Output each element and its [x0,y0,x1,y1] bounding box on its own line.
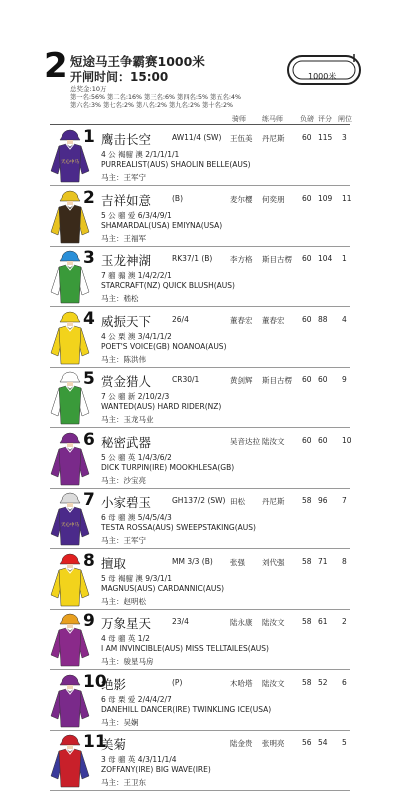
horse-trainer: 董春宏 [262,315,285,325]
horse-rating: MM 3/3 (B) [172,556,213,566]
track-distance-label: 1000米 [308,72,337,81]
horse-draw: 7 [342,496,347,505]
horse-rating: (B) [172,193,183,203]
horse-name: 玉龙神湖 [101,253,152,268]
horse-info: 4 母 骝 英 1/2 [101,634,150,643]
col-weight: 负磅 [300,115,314,123]
horse-owner: 马主：骏星马房 [101,657,154,666]
horse-owner: 马主：陈洪伟 [101,354,146,364]
horse-row [0,308,400,368]
row-divider [50,790,350,791]
horse-owner: 马主：赵明松 [101,596,146,606]
horse-score: 104 [318,254,333,263]
horse-row [0,610,400,670]
horse-draw: 4 [342,314,347,324]
prize-distribution-1: 第一名:56% 第二名:16% 第三名:6% 第四名:5% 第五名:4% [70,94,242,101]
horse-pedigree: DICK TURPIN(IRE) MOOKHLESA(GB) [101,462,235,472]
horse-info: 6 母 骝 澳 5/4/5/4/3 [101,513,172,522]
horse-weight: 60 [302,435,312,445]
horse-info: 7 骝 骟 澳 1/4/2/2/1 [101,271,172,280]
horse-jockey: 王伍美 [230,134,253,143]
horse-score: 88 [318,314,328,324]
horse-owner: 马主：王福军 [101,233,146,243]
horse-weight: 60 [302,193,312,203]
horse-info: 3 母 骝 英 4/3/11/1/4 [101,755,177,764]
horse-name: 小家碧玉 [101,495,152,510]
horse-weight: 60 [302,254,312,263]
horse-rating: AW11/4 (SW) [172,133,222,142]
horse-pedigree: ZOFFANY(IRE) BIG WAVE(IRE) [101,765,211,774]
horse-weight: 58 [302,617,312,626]
horse-jockey: 董春宏 [230,315,253,325]
horse-row [0,429,400,489]
horse-jockey: 麦尔樱 [230,194,253,204]
horse-trainer: 张明亮 [262,739,285,748]
horse-info: 4 公 褐骝 澳 2/1/1/1/1 [101,150,180,159]
horse-name: 赏金猎人 [101,374,152,389]
horse-no: 10 [83,671,107,692]
horse-pedigree: SHAMARDAL(USA) EMIYNA(USA) [101,220,223,230]
horse-pedigree: WANTED(AUS) HARD RIDER(NZ) [101,402,222,411]
horse-jockey: 张强 [230,557,245,567]
horse-owner: 马主：玉龙马业 [101,415,154,424]
horse-no: 4 [83,308,95,329]
horse-pedigree: I AM INVINCIBLE(AUS) MISS TELLTAILES(AUS) [101,644,269,653]
col-jockey: 骑师 [232,115,246,123]
horse-weight: 58 [302,496,312,505]
horse-trainer: 陆汝文 [262,436,285,446]
horse-row [0,247,400,307]
horse-weight: 60 [302,133,312,142]
horse-trainer: 斯目古楞 [262,255,292,264]
horse-draw: 11 [342,193,352,203]
horse-score: 60 [318,375,328,384]
horse-score: 115 [318,133,333,142]
horse-owner: 马主：王军宁 [101,536,146,545]
horse-jockey: 李方格 [230,255,253,264]
horse-score: 54 [318,738,328,747]
horse-row [0,489,400,549]
horse-row [0,671,400,731]
horse-info: 5 公 骝 爱 6/3/4/9/1 [101,210,172,220]
horse-owner: 马主：王卫东 [101,778,146,787]
horse-no: 8 [83,550,95,571]
horse-no: 9 [83,611,95,631]
horse-weight: 60 [302,375,312,384]
horse-row [0,731,400,791]
horse-row [0,368,400,428]
horse-draw: 9 [342,375,347,384]
horse-pedigree: DANEHILL DANCER(IRE) TWINKLING ICE(USA) [101,704,272,714]
race-title: 短途马王争霸赛1000米 [70,54,205,69]
horse-name: 吉祥如意 [101,192,152,208]
horse-weight: 58 [302,556,312,566]
horse-draw: 6 [342,677,347,687]
horse-score: 96 [318,496,328,505]
col-trainer: 练马师 [262,115,283,123]
horse-score: 61 [318,617,328,626]
horse-name: 秘密武器 [101,434,152,450]
horse-weight: 60 [302,314,312,324]
horse-draw: 5 [342,738,347,747]
horse-name: 鹰击长空 [101,132,152,147]
prize-distribution-2: 第六名:3% 第七名:2% 第八名:2% 第九名:2% 第十名:2% [70,102,234,109]
horse-name: 擅取 [101,555,127,571]
horse-owner: 马主：王军宁 [101,173,146,182]
horse-pedigree: MAGNUS(AUS) CARDANNIC(AUS) [101,583,225,593]
silk-logo-text: 天心中马 [61,160,79,165]
horse-draw: 1 [342,254,347,263]
horse-rating: RK37/1 (B) [172,254,213,263]
horse-trainer: 丹尼斯 [262,497,285,506]
horse-owner: 马主：吴娴 [101,717,139,727]
horse-name: 威振天下 [101,313,152,329]
horse-trainer: 陆汝文 [262,678,285,688]
horse-trainer: 丹尼斯 [262,134,285,143]
horse-info: 6 母 栗 爱 2/4/4/2/7 [101,694,172,704]
horse-draw: 10 [342,435,352,445]
horse-name: 美菊 [101,737,127,752]
horse-no: 3 [83,248,95,268]
horse-jockey: 黄剑辉 [230,376,253,385]
horse-pedigree: PURREALIST(AUS) SHAOLIN BELLE(AUS) [101,160,251,169]
horse-rating: CR30/1 [172,375,200,384]
silk-logo-text: 天心中马 [61,523,79,528]
total-prize: 总奖金:10万 [70,85,107,93]
horse-rating: 23/4 [172,617,189,626]
horse-score: 109 [318,193,333,203]
horse-jockey: 木哈塔 [230,678,253,688]
horse-score: 52 [318,677,328,687]
horse-trainer: 刘代强 [262,557,285,567]
horse-info: 4 公 栗 澳 3/4/1/1/2 [101,331,172,341]
horse-trainer: 何奕朋 [262,194,285,204]
horse-pedigree: POET'S VOICE(GB) NOANOA(AUS) [101,341,227,351]
horse-weight: 56 [302,738,312,747]
horse-weight: 58 [302,677,312,687]
horse-no: 2 [83,187,95,208]
horse-jockey: 陆永康 [230,618,253,627]
horse-row [0,126,400,186]
horse-no: 7 [83,490,95,510]
horse-trainer: 斯目古楞 [262,376,292,385]
race-number: 2 [44,46,68,86]
horse-jockey: 吴音达拉 [230,436,260,446]
horse-rating: (P) [172,677,183,687]
col-score: 评分 [318,115,332,123]
horse-no: 1 [83,127,95,147]
horse-info: 5 公 骝 英 1/4/3/6/2 [101,452,172,462]
horse-trainer: 陆汝文 [262,618,285,627]
gate-time: 开闸时间：15:00 [70,70,169,84]
horse-draw: 3 [342,133,347,142]
horse-no: 11 [83,732,107,752]
horse-no: 5 [83,369,95,389]
horse-draw: 2 [342,617,347,626]
horse-pedigree: TESTA ROSSA(AUS) SWEEPSTAKING(AUS) [101,523,256,532]
horse-name: 万象星天 [101,616,152,631]
horse-score: 71 [318,556,328,566]
horse-owner: 马主：沙宝亮 [101,475,146,485]
horse-info: 5 母 褐骝 澳 9/3/1/1 [101,573,172,583]
header-divider [50,124,350,125]
track-diagram-icon [282,50,366,90]
horse-row [0,550,400,610]
horse-owner: 马主：嵇松 [101,294,139,303]
horse-jockey: 田松 [230,497,245,506]
horse-jockey: 陆金贵 [230,739,253,748]
horse-pedigree: STARCRAFT(NZ) QUICK BLUSH(AUS) [101,281,235,290]
horse-rating: GH137/2 (SW) [172,496,226,505]
horse-name: 绝影 [101,676,127,692]
horse-rating: 26/4 [172,314,189,324]
horse-score: 60 [318,435,328,445]
col-draw: 闸位 [338,115,352,123]
horse-no: 6 [83,429,95,450]
horse-row [0,187,400,247]
horse-info: 7 公 骝 新 2/10/2/3 [101,392,170,401]
horse-draw: 8 [342,556,347,566]
